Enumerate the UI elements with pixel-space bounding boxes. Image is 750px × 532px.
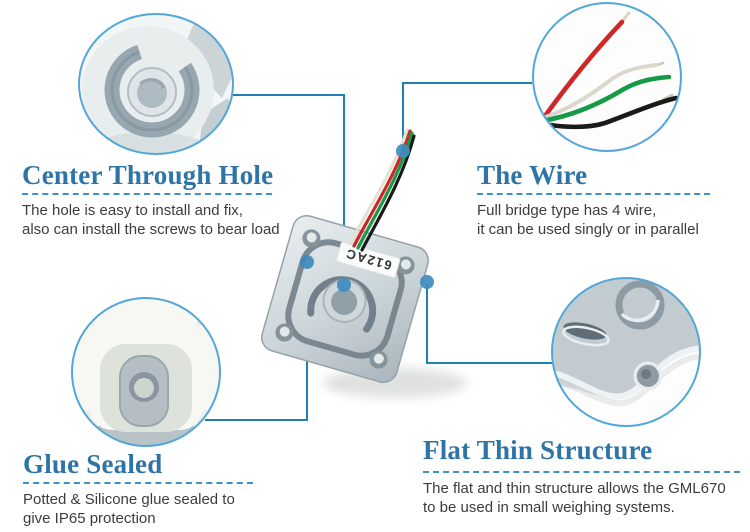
dashed-rule — [23, 482, 253, 484]
callout-center-through-hole — [22, 160, 280, 239]
callout-flat-thin-structure — [423, 435, 740, 517]
dot-glue — [300, 255, 314, 269]
callout-text-line: Full bridge type has 4 wire, — [477, 202, 657, 219]
callout-title: The Wire — [477, 160, 588, 190]
dot-center-hole — [337, 278, 351, 292]
dashed-rule — [22, 193, 272, 195]
load-cell-plate — [258, 212, 431, 385]
callout-text-line: The hole is easy to install and fix, — [22, 202, 243, 219]
zoom-circle-glue — [59, 280, 233, 460]
callout-text-line: to be used in small weighing systems. — [423, 498, 675, 516]
connector-the-wire — [403, 83, 532, 149]
zoom-circle-flat-thin — [545, 270, 706, 426]
zoom-circle-wire — [533, 3, 681, 151]
dot-wire — [396, 144, 410, 158]
dashed-rule — [423, 471, 740, 473]
callout-text-line: Potted & Silicone glue sealed to — [23, 491, 235, 508]
dashed-rule — [477, 193, 710, 195]
callout-text-line: give IP65 protection — [23, 509, 156, 527]
callout-text-line: The flat and thin structure allows the GML670 — [423, 480, 726, 497]
callout-glue-sealed — [23, 449, 253, 528]
metal-tab — [120, 356, 168, 426]
callout-the-wire — [477, 160, 710, 239]
callout-title: Flat Thin Structure — [423, 435, 653, 465]
dot-flat — [420, 275, 434, 289]
zoom-circle-center-hole — [79, 10, 245, 172]
callout-text-line: it can be used singly or in parallel — [477, 220, 699, 238]
connector-flat-thin — [427, 284, 552, 363]
callout-title: Glue Sealed — [23, 449, 163, 479]
callout-text-line: also can install the screws to bear load — [22, 220, 280, 238]
product-label-text: 612AC — [343, 245, 394, 274]
callout-title: Center Through Hole — [22, 160, 274, 190]
